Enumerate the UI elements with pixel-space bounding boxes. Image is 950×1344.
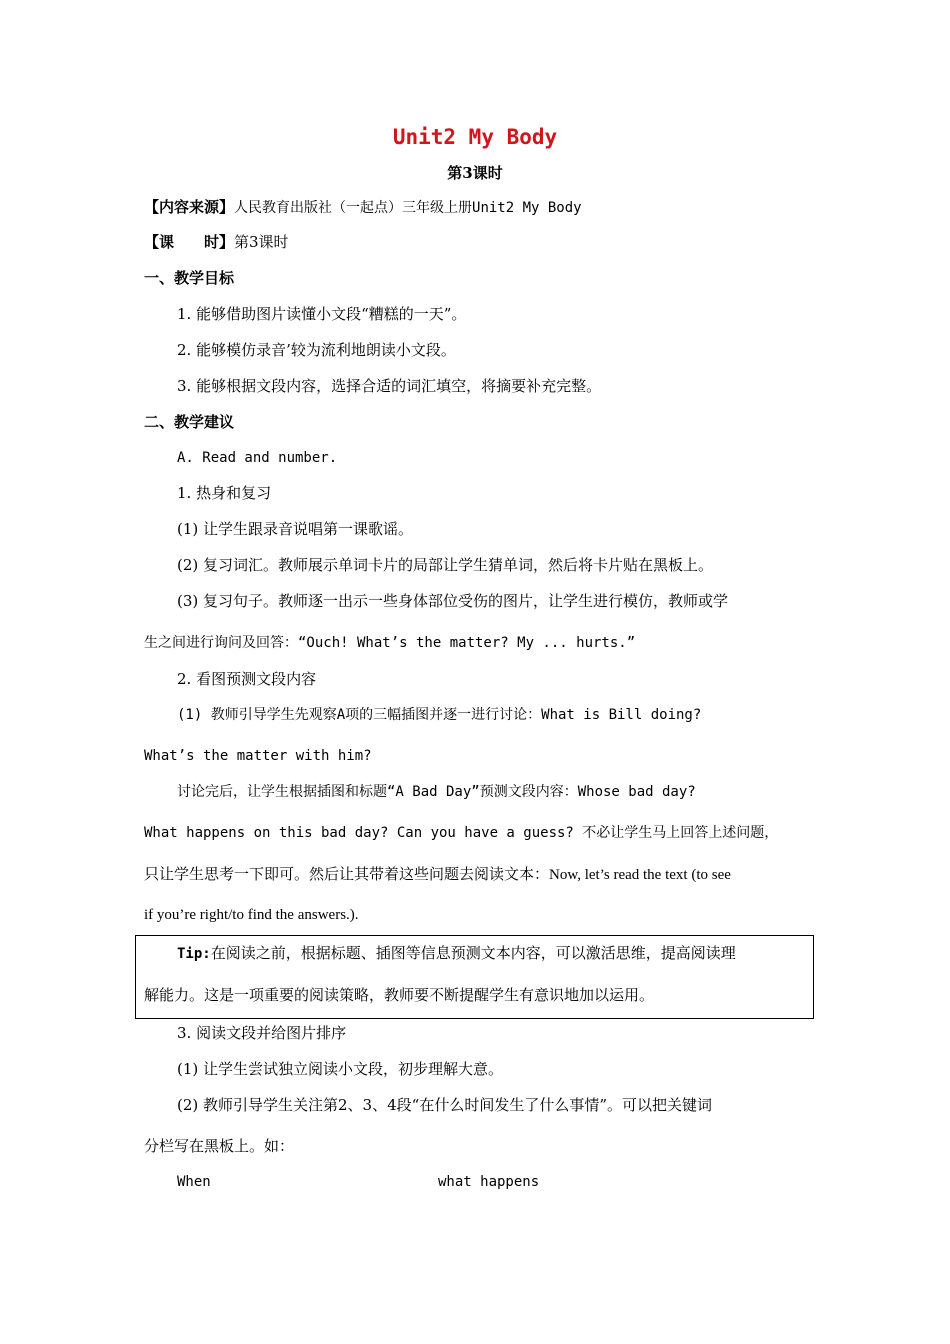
step-item: (1) 让学生跟录音说唱第一课歌谣。 [177, 520, 414, 538]
step-heading: 1. 热身和复习 [177, 484, 272, 502]
tip-label: Tip: [177, 946, 211, 962]
step-heading: 2. 看图预测文段内容 [177, 670, 317, 688]
lesson-period-heading: 第3课时 [447, 164, 503, 182]
column-label-what-happens: what happens [438, 1174, 540, 1190]
step-item: (3) 复习句子。教师逐一出示一些身体部位受伤的图片，让学生进行模仿，教师或学 [177, 592, 729, 610]
paragraph-line: if you’re right/to find the answers.). [144, 907, 359, 923]
paragraph-line: 讨论完后，让学生根据插图和标题“A Bad Day”预测文段内容：Whose bad day? [177, 784, 696, 800]
content-source-line [144, 197, 582, 218]
tip-text: 在阅读之前，根据标题、插图等信息预测文本内容，可以激活思维，提高阅读理 [210, 944, 736, 962]
goal-item: 1. 能够借助图片读懂小文段“糟糕的一天”。 [177, 305, 467, 323]
part-a-title: A. Read and number. [177, 450, 338, 466]
step-item: (1) 教师引导学生先观察A项的三幅插图并逐一进行讨论：What is Bill doing? [177, 707, 702, 723]
paragraph-line [144, 864, 731, 885]
period-label: 【课 时】 [144, 233, 235, 251]
column-label-when: When [177, 1174, 211, 1190]
section-heading-suggestions: 二、教学建议 [144, 413, 235, 431]
step-item-continued: What’s the matter with him? [144, 748, 372, 764]
tip-line [177, 943, 736, 964]
step-item: (1) 让学生尝试独立阅读小文段，初步理解大意。 [177, 1060, 504, 1078]
step-item-continued: 分栏写在黑板上。如： [144, 1137, 295, 1155]
tip-line: 解能力。这是一项重要的阅读策略，教师要不断提醒学生有意识地加以运用。 [144, 986, 655, 1004]
goal-item: 2. 能够模仿录音’较为流利地朗读小文段。 [177, 341, 456, 359]
period-value: 第3课时 [234, 233, 289, 251]
page-title: Unit2 My Body [392, 125, 558, 149]
step-item: (2) 复习词汇。教师展示单词卡片的局部让学生猜单词，然后将卡片贴在黑板上。 [177, 556, 714, 574]
goal-item: 3. 能够根据文段内容，选择合适的词汇填空，将摘要补充完整。 [177, 377, 602, 395]
step-heading: 3. 阅读文段并给图片排序 [177, 1024, 347, 1042]
paragraph-line-en: Now, let’s read the text (to see [549, 867, 731, 883]
paragraph-line-cn: 只让学生思考一下即可。然后让其带着这些问题去阅读文本： [144, 865, 550, 883]
period-line [144, 232, 289, 252]
step-item: (2) 教师引导学生关注第2、3、4段“在什么时间发生了什么事情”。可以把关键词 [177, 1096, 712, 1114]
step-item-continued: 生之间进行询问及回答：“Ouch! What’s the matter? My ... hurts.” [144, 635, 636, 651]
source-value: 人民教育出版社（一起点）三年级上册Unit2 My Body [234, 200, 582, 216]
paragraph-line: What happens on this bad day? Can you have a guess? 不必让学生马上回答上述问题， [144, 825, 779, 841]
section-heading-goals: 一、教学目标 [144, 269, 235, 287]
source-label: 【内容来源】 [144, 198, 235, 216]
